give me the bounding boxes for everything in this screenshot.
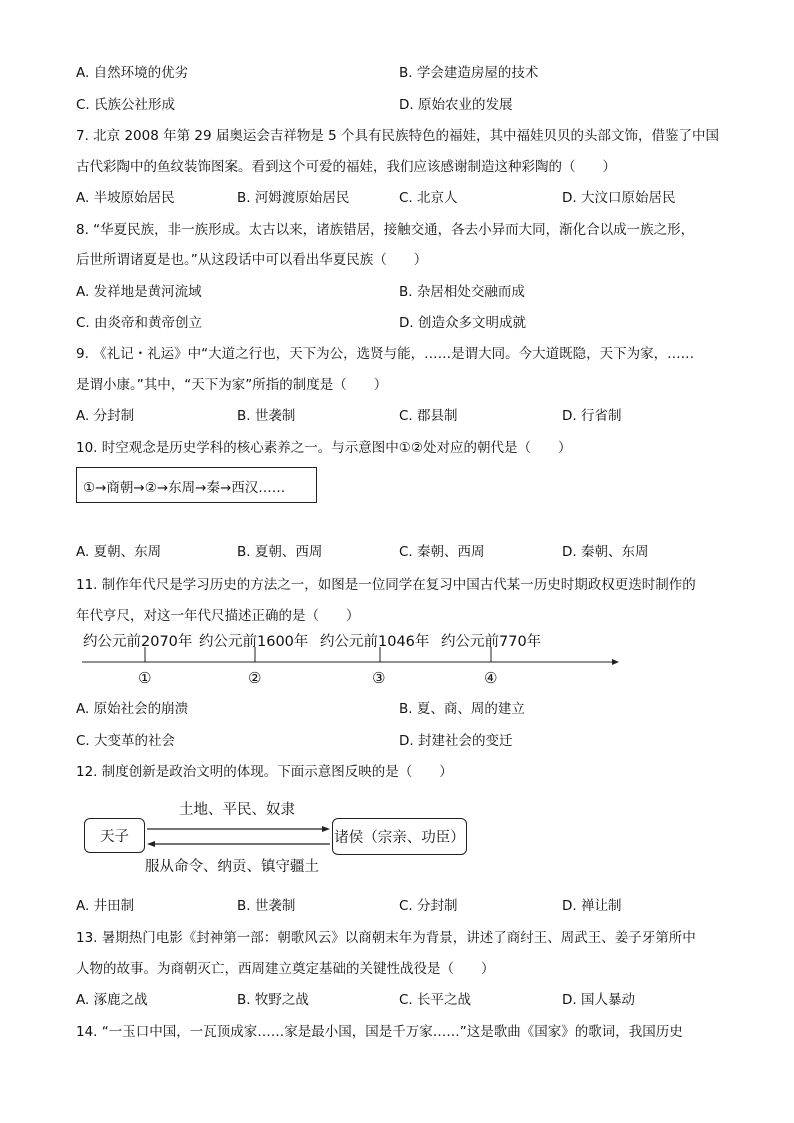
q10-sequence-text: ①→商朝→②→东周→秦→西汉…… xyxy=(83,480,286,496)
q10-option-b: B. 夏朝、西周 xyxy=(237,544,323,560)
q13-option-b: B. 牧野之战 xyxy=(237,992,309,1008)
q12-arrow-left-head xyxy=(147,841,155,847)
q12-bottom-label: 服从命令、纳贡、镇守疆土 xyxy=(145,859,319,875)
q13-option-c: C. 长平之战 xyxy=(399,992,472,1008)
q7-option-b: B. 河姆渡原始居民 xyxy=(237,190,350,206)
q9-option-c: C. 郡县制 xyxy=(399,408,458,424)
q8-option-d: D. 创造众多文明成就 xyxy=(399,315,526,331)
q9-option-b: B. 世袭制 xyxy=(237,408,296,424)
q13-stem-line2: 人物的故事。为商朝灭亡，西周建立奠定基础的关键性战役是（ ） xyxy=(76,961,495,977)
q7-option-c: C. 北京人 xyxy=(399,190,458,206)
q9-option-a: A. 分封制 xyxy=(76,408,135,424)
q10-option-d: D. 秦朝、东周 xyxy=(562,544,649,560)
q12-stem: 12. 制度创新是政治文明的体现。下面示意图反映的是（ ） xyxy=(76,764,453,780)
q12-right-box: 诸侯（宗亲、功臣） xyxy=(332,818,467,855)
q7-stem-line1: 7. 北京 2008 年第 29 届奥运会吉祥物是 5 个具有民族特色的福娃，其中福娃贝贝的头部文饰，借鉴了中国 xyxy=(76,128,720,144)
q11-stem-line2: 年代亨尺，对这一年代尺描述正确的是（ ） xyxy=(76,608,360,624)
q12-option-b: B. 世袭制 xyxy=(237,898,296,914)
q9-stem-line2: 是谓小康。”其中，“天下为家”所指的制度是（ ） xyxy=(76,377,388,393)
q11-timeline-label-3: 约公元前1046年 xyxy=(320,634,430,650)
q7-stem-line2: 古代彩陶中的鱼纹装饰图案。看到这个可爱的福娃，我们应该感谢制造这种彩陶的（ ） xyxy=(76,159,616,175)
q11-timeline-mark-3: ③ xyxy=(372,669,386,687)
q11-option-a: A. 原始社会的崩溃 xyxy=(76,701,189,717)
q9-stem-line1: 9. 《礼记・礼运》中“大道之行也，天下为公，选贤与能，……是谓大同。今大道既隐，天下为家，…… xyxy=(76,346,695,362)
q11-timeline-mark-4: ④ xyxy=(484,669,498,687)
q13-option-d: D. 国人暴动 xyxy=(562,992,635,1008)
q14-stem-line1: 14. “一玉口中国，一瓦顶成家……家是最小国，国是千万家……”这是歌曲《国家》的歌词，我国历史 xyxy=(76,1024,683,1040)
q12-option-d: D. 禅让制 xyxy=(562,898,622,914)
q8-option-c: C. 由炎帝和黄帝创立 xyxy=(76,315,203,331)
q12-arrow-right-head xyxy=(322,826,330,832)
q11-stem-line1: 11. 制作年代尺是学习历史的方法之一，如图是一位同学在复习中国古代某一历史时期政权更迭时制作的 xyxy=(76,577,696,593)
q8-stem-line1: 8. “华夏民族，非一族形成。太古以来，诸族错居，接触交通，各去小异而大同，渐化合以成一族之形， xyxy=(76,222,695,238)
q11-option-c: C. 大变革的社会 xyxy=(76,733,176,749)
q11-timeline-label-2: 约公元前1600年 xyxy=(199,634,309,650)
q6-option-c: C. 氏族公社形成 xyxy=(76,97,176,113)
q11-timeline-label-1: 约公元前2070年 xyxy=(83,634,193,650)
q6-option-d: D. 原始农业的发展 xyxy=(399,97,513,113)
q12-option-a: A. 井田制 xyxy=(76,898,135,914)
q9-option-d: D. 行省制 xyxy=(562,408,622,424)
q10-option-a: A. 夏朝、东周 xyxy=(76,544,162,560)
q8-stem-line2: 后世所谓诸夏是也。”从这段话中可以看出华夏民族（ ） xyxy=(76,252,428,268)
q6-option-b: B. 学会建造房屋的技术 xyxy=(399,65,539,81)
q12-option-c: C. 分封制 xyxy=(399,898,458,914)
q13-option-a: A. 涿鹿之战 xyxy=(76,992,148,1008)
q7-option-d: D. 大汶口原始居民 xyxy=(562,190,676,206)
q6-option-a: A. 自然环境的优劣 xyxy=(76,65,189,81)
q7-option-a: A. 半坡原始居民 xyxy=(76,190,175,206)
q10-option-c: C. 秦朝、西周 xyxy=(399,544,485,560)
q8-option-b: B. 杂居相处交融而成 xyxy=(399,284,525,300)
q11-timeline-mark-2: ② xyxy=(248,669,262,687)
q8-option-a: A. 发祥地是黄河流域 xyxy=(76,284,202,300)
q11-timeline-mark-1: ① xyxy=(138,669,152,687)
q13-stem-line1: 13. 暑期热门电影《封神第一部：朝歌风云》以商朝末年为背景，讲述了商纣王、周武王、姜子牙第所中 xyxy=(76,930,696,946)
q11-timeline-label-4: 约公元前770年 xyxy=(441,634,542,650)
q12-left-box: 天子 xyxy=(84,818,145,853)
q11-option-b: B. 夏、商、周的建立 xyxy=(399,701,525,717)
q12-top-label: 土地、平民、奴隶 xyxy=(179,802,295,818)
q10-stem: 10. 时空观念是历史学科的核心素养之一。与示意图中①②处对应的朝代是（ ） xyxy=(76,440,572,456)
q11-option-d: D. 封建社会的变迁 xyxy=(399,733,513,749)
